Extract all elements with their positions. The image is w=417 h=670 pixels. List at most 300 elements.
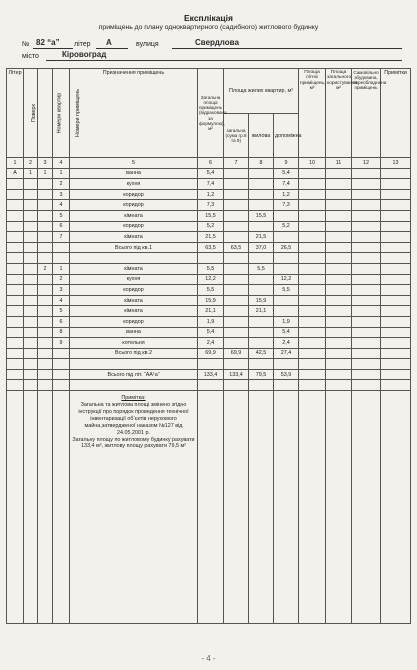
cell-name: котельня — [70, 338, 198, 349]
col-num: 13 — [381, 158, 411, 169]
cell-sum — [224, 274, 249, 285]
cell-empty — [352, 168, 381, 179]
cell-total: 5,5 — [198, 263, 224, 274]
cell-living — [249, 359, 274, 370]
col-num: 10 — [299, 158, 326, 169]
note-text-1: Загальна та житлова площі змінено згідно інструкції про порядок проведення технічної інвентаризації об’єктів нерухомого майна,затвердженої наказом №127 від 24.05.2001 р. — [78, 401, 189, 436]
letter-value: А — [106, 38, 112, 47]
cell-name: Всього під літ. “АА¹а” — [70, 369, 198, 380]
cell-empty — [381, 369, 411, 380]
table-row — [7, 348, 411, 359]
cell-aux — [274, 210, 299, 221]
cell-empty — [326, 210, 352, 221]
col-num: 4 — [53, 158, 70, 169]
cell-empty — [326, 327, 352, 338]
cell-empty — [299, 200, 326, 211]
cell-liter — [7, 210, 24, 221]
cell-sum — [224, 232, 249, 243]
cell-sum — [224, 285, 249, 296]
cell-total: 1,9 — [198, 316, 224, 327]
cell-no — [53, 348, 70, 359]
table-row — [7, 316, 411, 327]
cell-apt — [38, 327, 53, 338]
document-subtitle: приміщень до плану одноквартирного (садибного) житлового будинку — [98, 24, 319, 31]
cell-apt — [38, 253, 53, 264]
header-total-area: Загальна площа приміщень (відрахована за формулою), м² — [198, 69, 224, 158]
cell-aux: 53,9 — [274, 369, 299, 380]
table-row — [7, 369, 411, 380]
cell-living: 79,5 — [249, 369, 274, 380]
cell-empty — [326, 253, 352, 264]
cell-apt — [38, 338, 53, 349]
table-body — [7, 168, 411, 390]
cell-no: 3 — [53, 189, 70, 200]
page-number: - 4 - — [201, 654, 216, 663]
cell-empty — [326, 316, 352, 327]
cell-empty — [352, 338, 381, 349]
cell-total: 2,4 — [198, 338, 224, 349]
cell-empty — [326, 369, 352, 380]
header-apt-no: Номери квартир — [38, 69, 53, 158]
cell-sum: 69,9 — [224, 348, 249, 359]
cell-empty — [381, 306, 411, 317]
cell-living: 37,0 — [249, 242, 274, 253]
cell-liter — [7, 359, 24, 370]
cell-name: кімната — [70, 306, 198, 317]
cell-liter — [7, 369, 24, 380]
cell-empty — [299, 232, 326, 243]
table-row — [7, 189, 411, 200]
cell-floor — [24, 285, 38, 296]
cell-living — [249, 316, 274, 327]
cell-apt — [38, 295, 53, 306]
cell-sum — [224, 200, 249, 211]
cell-empty — [299, 242, 326, 253]
cell-empty — [326, 242, 352, 253]
cell-no: 1 — [53, 263, 70, 274]
cell-liter — [7, 306, 24, 317]
cell-aux — [274, 232, 299, 243]
cell-liter — [7, 253, 24, 264]
cell-liter — [7, 221, 24, 232]
cell-empty — [299, 380, 326, 391]
cell-liter — [7, 189, 24, 200]
cell-sum: 63,5 — [224, 242, 249, 253]
cell-apt — [38, 369, 53, 380]
cell-aux: 12,2 — [274, 274, 299, 285]
cell-apt — [38, 380, 53, 391]
cell-total: 7,4 — [198, 179, 224, 190]
cell-empty — [352, 242, 381, 253]
cell-sum — [224, 221, 249, 232]
cell-empty — [381, 179, 411, 190]
cell-liter — [7, 327, 24, 338]
cell-no — [53, 359, 70, 370]
cell-no: 3 — [53, 285, 70, 296]
cell-empty — [352, 359, 381, 370]
cell-empty — [352, 179, 381, 190]
cell-total: 5,5 — [198, 285, 224, 296]
city-value: Кіровоград — [62, 50, 107, 59]
cell-sum — [224, 179, 249, 190]
header-summer: Площа літніх приміщень, м² — [299, 69, 326, 158]
cell-name: кухня — [70, 179, 198, 190]
cell-liter — [7, 338, 24, 349]
cell-total: 5,4 — [198, 327, 224, 338]
col-num: 8 — [249, 158, 274, 169]
cell-empty — [299, 285, 326, 296]
col-num: 1 — [7, 158, 24, 169]
cell-name: ванна — [70, 168, 198, 179]
cell-empty — [326, 348, 352, 359]
table-row — [7, 338, 411, 349]
city-label: місто — [22, 53, 39, 60]
cell-no — [53, 369, 70, 380]
cell-empty — [381, 295, 411, 306]
cell-apt — [38, 179, 53, 190]
cell-floor — [24, 306, 38, 317]
cell-floor — [24, 274, 38, 285]
note-cell — [70, 391, 198, 624]
cell-sum — [224, 189, 249, 200]
cell-name: Всього під кв.2 — [70, 348, 198, 359]
cell-living — [249, 200, 274, 211]
cell-empty — [326, 179, 352, 190]
cell-living — [249, 221, 274, 232]
cell-living — [249, 168, 274, 179]
cell-aux: 5,2 — [274, 221, 299, 232]
cell-empty — [299, 253, 326, 264]
cell-apt: 1 — [38, 168, 53, 179]
header-room-no: Номери приміщень — [53, 69, 70, 158]
note-row — [7, 391, 411, 624]
cell-name: кімната — [70, 263, 198, 274]
cell-floor — [24, 295, 38, 306]
cell-liter — [7, 242, 24, 253]
cell-empty — [381, 221, 411, 232]
cell-empty — [352, 253, 381, 264]
cell-empty — [352, 369, 381, 380]
street-label: вулиця — [136, 41, 159, 48]
cell-living — [249, 274, 274, 285]
cell-living: 15,9 — [249, 295, 274, 306]
cell-living — [249, 380, 274, 391]
cell-apt — [38, 200, 53, 211]
cell-floor — [24, 327, 38, 338]
table-row — [7, 380, 411, 391]
table-row — [7, 200, 411, 211]
cell-liter — [7, 200, 24, 211]
cell-aux: 5,5 — [274, 285, 299, 296]
cell-no: 8 — [53, 327, 70, 338]
number-label: № — [22, 41, 30, 48]
document-title: Експлікація — [184, 13, 233, 23]
cell-living — [249, 338, 274, 349]
cell-sum — [224, 306, 249, 317]
cell-aux — [274, 359, 299, 370]
cell-aux: 7,4 — [274, 179, 299, 190]
cell-total: 12,2 — [198, 274, 224, 285]
col-num: 11 — [326, 158, 352, 169]
street-value: Свердлова — [195, 38, 239, 47]
cell-floor — [24, 189, 38, 200]
cell-living: 42,5 — [249, 348, 274, 359]
cell-sum — [224, 210, 249, 221]
cell-apt — [38, 221, 53, 232]
cell-floor — [24, 359, 38, 370]
cell-liter — [7, 263, 24, 274]
cell-name: Всього під кв.1 — [70, 242, 198, 253]
cell-empty — [326, 168, 352, 179]
cell-no — [53, 253, 70, 264]
col-num: 9 — [274, 158, 299, 169]
cell-liter: А — [7, 168, 24, 179]
cell-empty — [299, 221, 326, 232]
cell-empty — [299, 327, 326, 338]
cell-living — [249, 189, 274, 200]
cell-liter — [7, 380, 24, 391]
cell-name: ванна — [70, 327, 198, 338]
cell-living: 21,5 — [249, 232, 274, 243]
cell-floor — [24, 316, 38, 327]
cell-living: 21,1 — [249, 306, 274, 317]
cell-empty — [352, 316, 381, 327]
cell-empty — [326, 338, 352, 349]
cell-no: 9 — [53, 338, 70, 349]
cell-name: кімната — [70, 232, 198, 243]
table-header-row — [7, 69, 411, 114]
cell-empty — [381, 210, 411, 221]
cell-sum — [224, 295, 249, 306]
header-living-sub: жилова — [249, 114, 274, 158]
cell-no — [53, 242, 70, 253]
cell-empty — [381, 285, 411, 296]
cell-empty — [299, 359, 326, 370]
cell-total: 5,4 — [198, 168, 224, 179]
cell-sum — [224, 168, 249, 179]
cell-empty — [299, 168, 326, 179]
cell-sum — [224, 359, 249, 370]
cell-no: 2 — [53, 179, 70, 190]
cell-empty — [381, 274, 411, 285]
cell-empty — [326, 285, 352, 296]
cell-empty — [352, 274, 381, 285]
cell-apt — [38, 189, 53, 200]
cell-empty — [381, 263, 411, 274]
cell-aux: 7,3 — [274, 200, 299, 211]
cell-liter — [7, 316, 24, 327]
table-row — [7, 210, 411, 221]
cell-empty — [352, 327, 381, 338]
cell-empty — [381, 189, 411, 200]
cell-aux — [274, 253, 299, 264]
cell-empty — [299, 179, 326, 190]
cell-total: 1,2 — [198, 189, 224, 200]
cell-sum — [224, 263, 249, 274]
header-living-group: Площа жилих квартир, м² — [224, 69, 299, 114]
cell-no: 2 — [53, 274, 70, 285]
cell-apt — [38, 359, 53, 370]
cell-total: 69,9 — [198, 348, 224, 359]
cell-total: 133,4 — [198, 369, 224, 380]
table-row — [7, 253, 411, 264]
cell-liter — [7, 295, 24, 306]
cell-empty — [381, 327, 411, 338]
number-value: 82 “а” — [36, 38, 60, 47]
cell-living — [249, 179, 274, 190]
col-num: 2 — [24, 158, 38, 169]
table-row — [7, 263, 411, 274]
cell-empty — [299, 274, 326, 285]
cell-floor — [24, 200, 38, 211]
cell-empty — [352, 263, 381, 274]
table-row — [7, 179, 411, 190]
cell-apt — [38, 210, 53, 221]
cell-empty — [299, 210, 326, 221]
cell-empty — [326, 263, 352, 274]
cell-sum — [224, 338, 249, 349]
cell-total: 21,1 — [198, 306, 224, 317]
cell-name — [70, 359, 198, 370]
cell-total — [198, 359, 224, 370]
cell-liter — [7, 274, 24, 285]
cell-empty — [352, 348, 381, 359]
cell-empty — [326, 189, 352, 200]
cell-floor — [24, 338, 38, 349]
cell-name: кухня — [70, 274, 198, 285]
cell-empty — [352, 189, 381, 200]
cell-apt — [38, 242, 53, 253]
cell-empty — [381, 359, 411, 370]
letter-label: літер — [74, 41, 91, 48]
cell-empty — [381, 338, 411, 349]
cell-empty — [326, 200, 352, 211]
cell-empty — [352, 221, 381, 232]
cell-empty — [381, 168, 411, 179]
cell-empty — [352, 380, 381, 391]
cell-aux: 2,4 — [274, 338, 299, 349]
table-row — [7, 285, 411, 296]
cell-name: кімната — [70, 295, 198, 306]
cell-no: 4 — [53, 295, 70, 306]
cell-sum — [224, 380, 249, 391]
cell-empty — [299, 369, 326, 380]
cell-floor — [24, 253, 38, 264]
cell-apt — [38, 316, 53, 327]
cell-liter — [7, 348, 24, 359]
header-notes: Примітки — [381, 69, 411, 158]
cell-empty — [299, 295, 326, 306]
cell-total: 5,2 — [198, 221, 224, 232]
cell-aux — [274, 263, 299, 274]
cell-living: 5,5 — [249, 263, 274, 274]
cell-living — [249, 253, 274, 264]
cell-no — [53, 380, 70, 391]
number-underline — [33, 48, 73, 49]
cell-empty — [299, 189, 326, 200]
cell-floor — [24, 242, 38, 253]
col-num: 3 — [38, 158, 53, 169]
cell-empty — [326, 221, 352, 232]
cell-empty — [352, 200, 381, 211]
cell-aux — [274, 295, 299, 306]
cell-total: 15,9 — [198, 295, 224, 306]
cell-liter — [7, 179, 24, 190]
cell-apt — [38, 306, 53, 317]
header-floor: Поверх — [24, 69, 38, 158]
cell-empty — [381, 200, 411, 211]
cell-empty — [326, 232, 352, 243]
table-row — [7, 327, 411, 338]
cell-aux — [274, 380, 299, 391]
cell-name: коридор — [70, 189, 198, 200]
letter-underline — [96, 48, 128, 49]
table-row — [7, 295, 411, 306]
cell-apt — [38, 285, 53, 296]
col-num: 7 — [224, 158, 249, 169]
explication-table — [6, 68, 411, 624]
cell-name: коридор — [70, 285, 198, 296]
cell-no: 1 — [53, 168, 70, 179]
street-underline — [172, 48, 402, 49]
cell-empty — [326, 359, 352, 370]
cell-aux: 27,4 — [274, 348, 299, 359]
cell-floor — [24, 210, 38, 221]
cell-floor — [24, 348, 38, 359]
cell-living: 15,5 — [249, 210, 274, 221]
cell-apt — [38, 348, 53, 359]
cell-floor — [24, 263, 38, 274]
cell-floor — [24, 179, 38, 190]
header-total-sub: загальна (сума гр.8 та 9) — [224, 114, 249, 158]
cell-no: 7 — [53, 232, 70, 243]
cell-total: 63,5 — [198, 242, 224, 253]
cell-aux: 1,9 — [274, 316, 299, 327]
cell-no: 6 — [53, 221, 70, 232]
cell-apt — [38, 274, 53, 285]
table-row — [7, 221, 411, 232]
cell-empty — [352, 295, 381, 306]
cell-empty — [352, 232, 381, 243]
cell-floor — [24, 369, 38, 380]
cell-liter — [7, 285, 24, 296]
city-underline — [46, 60, 402, 61]
cell-floor — [24, 232, 38, 243]
cell-total: 7,3 — [198, 200, 224, 211]
table-row — [7, 359, 411, 370]
cell-name — [70, 253, 198, 264]
table-row — [7, 168, 411, 179]
cell-name: коридор — [70, 221, 198, 232]
cell-empty — [326, 274, 352, 285]
cell-empty — [381, 380, 411, 391]
cell-empty — [299, 263, 326, 274]
table-row — [7, 242, 411, 253]
cell-empty — [352, 306, 381, 317]
cell-empty — [381, 348, 411, 359]
cell-empty — [299, 348, 326, 359]
header-common: Площа загального користування, м² — [326, 69, 352, 158]
table-row — [7, 306, 411, 317]
cell-empty — [326, 380, 352, 391]
cell-apt — [38, 232, 53, 243]
cell-empty — [352, 210, 381, 221]
note-heading: Примітка: — [121, 395, 146, 402]
cell-total: 21,5 — [198, 232, 224, 243]
col-num: 6 — [198, 158, 224, 169]
header-aux-sub: допоміжна — [274, 114, 299, 158]
cell-name — [70, 380, 198, 391]
